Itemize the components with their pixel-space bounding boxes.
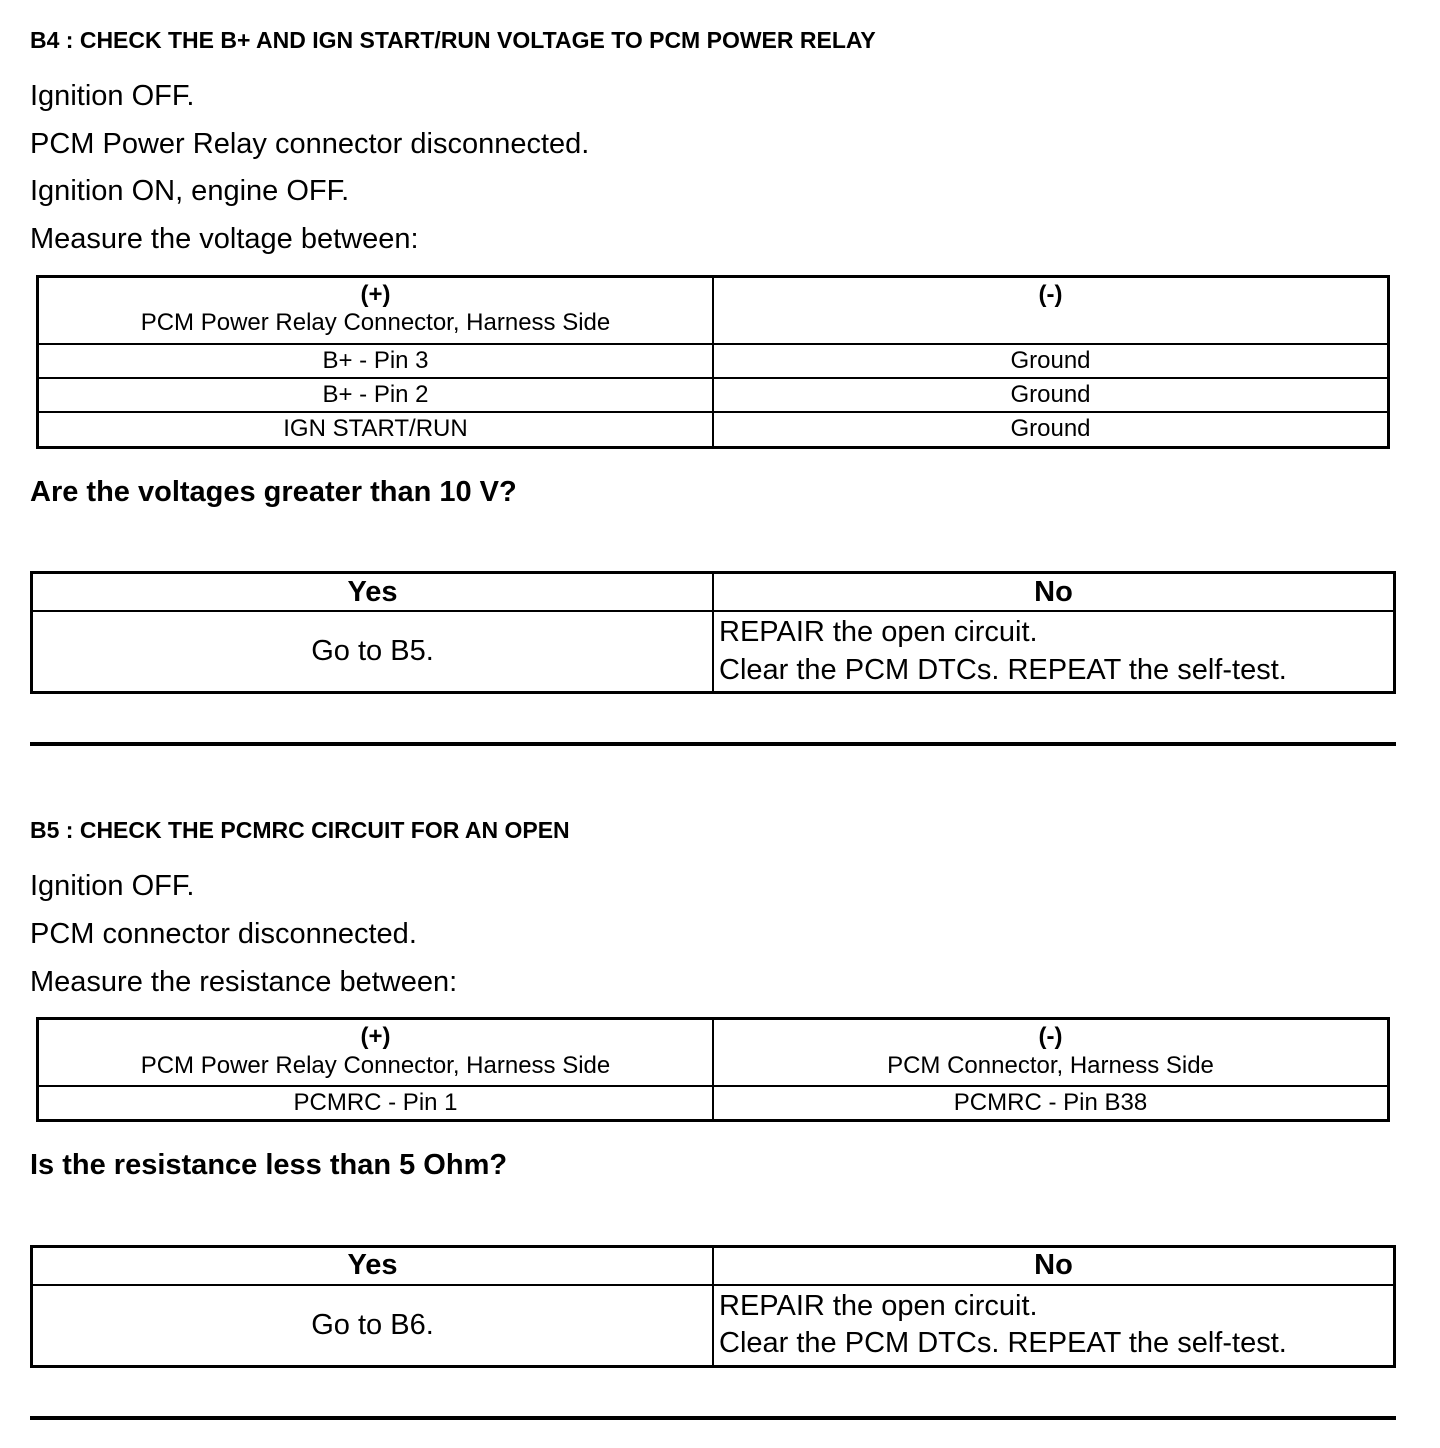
minus-cell: PCMRC - Pin B38	[713, 1086, 1389, 1121]
plus-cell: PCMRC - Pin 1	[38, 1086, 714, 1121]
table-header-row	[38, 1019, 1389, 1086]
minus-sign-label: (-)	[1038, 1023, 1063, 1051]
step-relay-disconnected: PCM Power Relay connector disconnected.	[30, 127, 590, 160]
step-ignition-off: Ignition OFF.	[30, 79, 195, 112]
step-measure-resistance: Measure the resistance between:	[30, 965, 458, 998]
section-divider	[30, 1416, 1396, 1420]
yes-action: Go to B6.	[32, 1285, 714, 1367]
table-row	[38, 412, 1389, 447]
table-row	[38, 344, 1389, 378]
no-header: No	[713, 1247, 1395, 1285]
question-voltages: Are the voltages greater than 10 V?	[30, 475, 517, 508]
table-row	[38, 1086, 1389, 1121]
section-b5	[30, 816, 1396, 1420]
plus-sub-label: PCM Power Relay Connector, Harness Side	[140, 309, 611, 337]
decision-header-row	[32, 573, 1395, 611]
section-b4	[30, 26, 1396, 746]
no-header: No	[713, 573, 1395, 611]
minus-cell: Ground	[713, 378, 1389, 412]
decision-table	[30, 571, 1396, 694]
no-action-line2: Clear the PCM DTCs. REPEAT the self-test.	[719, 1327, 1287, 1360]
section-b4-heading: B4 : CHECK THE B+ AND IGN START/RUN VOLTAGE TO PCM POWER RELAY	[30, 27, 876, 53]
no-action	[713, 1285, 1395, 1367]
plus-sign-label: (+)	[360, 1023, 391, 1051]
no-action-line1: REPAIR the open circuit.	[719, 1290, 1038, 1323]
section-b5-heading: B5 : CHECK THE PCMRC CIRCUIT FOR AN OPEN	[30, 817, 570, 844]
decision-body-row	[32, 1285, 1395, 1367]
yes-header: Yes	[32, 1247, 714, 1285]
plus-cell: IGN START/RUN	[38, 412, 714, 447]
minus-column-header	[713, 276, 1389, 343]
decision-header-row	[32, 1247, 1395, 1285]
plus-sub-label: PCM Power Relay Connector, Harness Side	[140, 1051, 611, 1079]
no-action-line1: REPAIR the open circuit.	[719, 616, 1038, 649]
decision-body-row	[32, 611, 1395, 693]
step-ignition-on: Ignition ON, engine OFF.	[30, 175, 350, 208]
decision-table	[30, 1245, 1396, 1368]
plus-sign-label: (+)	[360, 280, 391, 308]
plus-cell: B+ - Pin 2	[38, 378, 714, 412]
step-pcm-disconnected: PCM connector disconnected.	[30, 917, 417, 950]
section-divider	[30, 742, 1396, 746]
plus-column-header	[38, 1019, 714, 1086]
no-action	[713, 611, 1395, 693]
minus-cell: Ground	[713, 412, 1389, 447]
resistance-measure-table	[36, 1017, 1390, 1122]
voltage-measure-table	[36, 275, 1390, 449]
step-measure-voltage: Measure the voltage between:	[30, 223, 419, 256]
minus-sign-label: (-)	[1038, 280, 1063, 308]
minus-sub-label: PCM Connector, Harness Side	[887, 1051, 1214, 1079]
table-row	[38, 378, 1389, 412]
step-ignition-off: Ignition OFF.	[30, 870, 195, 903]
table-header-row	[38, 276, 1389, 343]
yes-header: Yes	[32, 573, 714, 611]
minus-cell: Ground	[713, 344, 1389, 378]
minus-column-header	[713, 1019, 1389, 1086]
plus-column-header	[38, 276, 714, 343]
yes-action: Go to B5.	[32, 611, 714, 693]
question-resistance: Is the resistance less than 5 Ohm?	[30, 1149, 508, 1182]
no-action-line2: Clear the PCM DTCs. REPEAT the self-test.	[719, 653, 1287, 686]
plus-cell: B+ - Pin 3	[38, 344, 714, 378]
